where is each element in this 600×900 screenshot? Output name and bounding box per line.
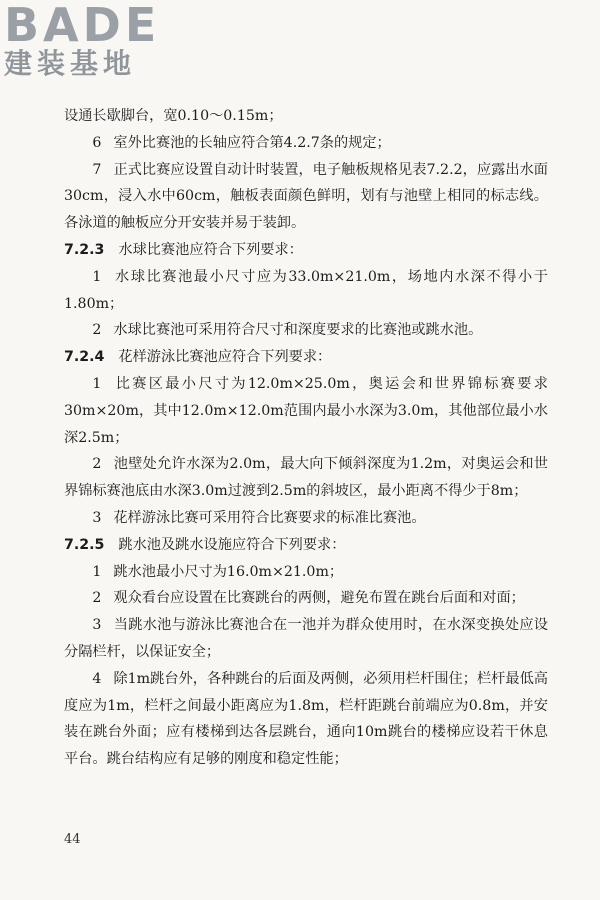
continuation-text: 设通长歇脚台，宽0.10～0.15m；: [64, 108, 283, 124]
list-item: 1 跳水池最小尺寸为16.0m×21.0m；: [92, 563, 344, 580]
list-item: 2 水球比赛池可采用符合尺寸和深度要求的比赛池或跳水池。: [92, 322, 483, 339]
logo-brand-text: BADE: [4, 0, 161, 52]
page-number: 44: [64, 832, 81, 847]
list-item: 1 比赛区最小尺寸为12.0m×25.0m，奥运会和世界锦标赛要求30m×20m，其中12.0m×12.0m范围内最小水深为3.0m，其他部位最小水深2.5m；: [64, 375, 548, 446]
list-item: 7 正式比赛应设置自动计时装置，电子触板规格见表7.2.2，应露出水面30cm，浸入水中60cm，触板表面颜色鲜明，划有与池壁上相同的标志线。各泳道的触板应分开安装并易于装卸。: [64, 161, 548, 232]
brand-logo: [4, 0, 160, 80]
list-item: 6 室外比赛池的长轴应符合第4.2.7条的规定；: [92, 134, 391, 151]
list-item: 2 池壁处允许水深为2.0m，最大向下倾斜深度为1.2m，对奥运会和世界锦标赛池底由水深3.0m过渡到2.5m的斜坡区，最小距离不得少于8m；: [64, 456, 548, 500]
list-item: 4 除1m跳台外，各种跳台的后面及两侧，必须用栏杆围住；栏杆最低高度应为1m，栏杆之间最小距离应为1.8m，栏杆距跳台前端应为0.8m，并安装在跳台外面；应有楼梯到达各层跳台，通向10m跳台的楼梯应设若干休息平台。跳台结构应有足够的刚度和稳定性能；: [64, 670, 548, 768]
document-body: [64, 103, 548, 773]
list-item: 3 当跳水池与游泳比赛池合在一池并为群众使用时，在水深变换处应设分隔栏杆，以保证安全；: [64, 617, 548, 660]
section-heading: 7.2.5 跳水池及跳水设施应符合下列要求：: [64, 536, 346, 553]
section-heading: 7.2.4 花样游泳比赛池应符合下列要求：: [64, 349, 332, 366]
list-item: 3 花样游泳比赛可采用符合比赛要求的标准比赛池。: [92, 509, 426, 526]
list-item: 1 水球比赛池最小尺寸应为33.0m×21.0m，场地内水深不得小于1.80m；: [64, 268, 548, 312]
logo-tagline: 建装基地: [4, 47, 137, 80]
section-heading: 7.2.3 水球比赛池应符合下列要求：: [64, 241, 303, 258]
list-item: 2 观众看台应设置在比赛跳台的两侧，避免布置在跳台后面和对面；: [92, 590, 525, 607]
